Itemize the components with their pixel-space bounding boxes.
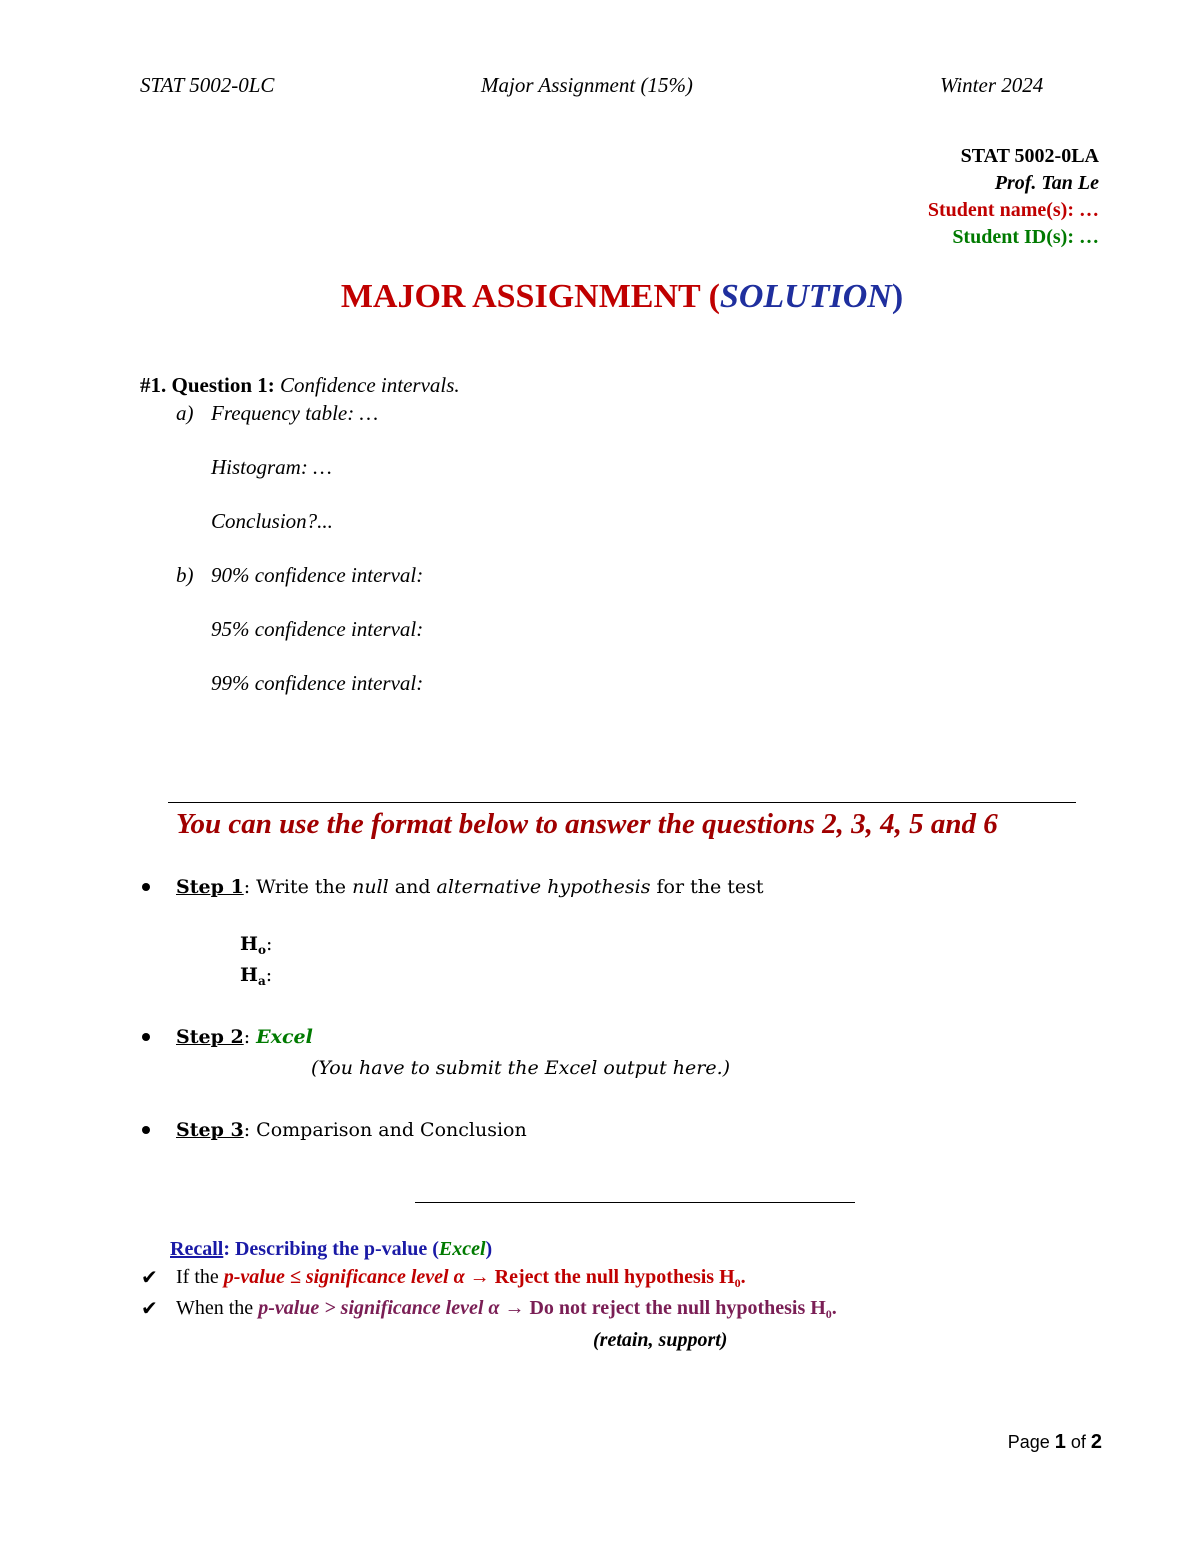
step-1-label: Step 1 <box>176 876 244 898</box>
rule-retain-subscript: 0 <box>825 1307 832 1321</box>
step-1-text: : Write the <box>243 876 353 898</box>
student-ids: Student ID(s): … <box>952 226 1099 248</box>
rule-reject-end: . <box>740 1266 746 1288</box>
recall-heading <box>170 1238 492 1261</box>
recall-text: : Describing the p-value ( <box>223 1238 439 1260</box>
rule-reject-condition: p-value ≤ significance level α <box>223 1266 465 1288</box>
checkmark-icon: ✔ <box>141 1296 158 1320</box>
step-3-label: Step 3 <box>176 1119 244 1141</box>
header-course-code: STAT 5002-0LC <box>140 73 275 97</box>
frequency-table-line: Frequency table: … <box>211 401 379 425</box>
recall-close: ) <box>485 1238 493 1260</box>
professor-name: Prof. Tan Le <box>994 172 1099 194</box>
ci-90-line: 90% confidence interval: <box>211 563 424 587</box>
part-b-marker: b) <box>176 563 194 587</box>
step-1-alternative: alternative hypothesis <box>436 876 651 898</box>
current-page: 1 <box>1054 1431 1066 1453</box>
h0-subscript: o <box>257 943 266 957</box>
rule-reject-result: → Reject the null hypothesis H <box>464 1266 735 1288</box>
of-word: of <box>1065 1432 1091 1452</box>
conclusion-line: Conclusion?... <box>211 509 333 533</box>
short-divider <box>415 1202 855 1203</box>
histogram-line: Histogram: … <box>211 455 332 479</box>
recall-rule-retain <box>176 1297 837 1320</box>
part-a-marker: a) <box>176 401 194 425</box>
bullet-icon <box>142 1126 150 1134</box>
retain-support-note: (retain, support) <box>593 1329 728 1351</box>
header-assignment-name: Major Assignment (15%) <box>481 73 693 97</box>
rule-reject-prefix: If the <box>176 1266 224 1288</box>
ha-letter: H <box>240 964 258 986</box>
step-2-note: (You have to submit the Excel output here.) <box>311 1057 731 1079</box>
step-2-separator: : <box>243 1026 257 1048</box>
ha-subscript: a <box>257 974 266 988</box>
page-word: Page <box>1007 1432 1055 1452</box>
rule-reject-subscript: 0 <box>734 1276 741 1290</box>
checkmark-icon: ✔ <box>141 1265 158 1289</box>
format-heading: You can use the format below to answer the questions 2, 3, 4, 5 and 6 <box>176 808 998 840</box>
step-3-line <box>176 1119 527 1141</box>
null-hypothesis-line <box>240 933 272 955</box>
bullet-icon <box>142 883 150 891</box>
rule-retain-end: . <box>831 1297 837 1319</box>
step-3-text: : Comparison and Conclusion <box>243 1119 527 1141</box>
h0-letter: H <box>240 933 258 955</box>
step-1-null: null <box>352 876 389 898</box>
recall-label: Recall <box>170 1238 224 1260</box>
student-names: Student name(s): … <box>927 199 1099 221</box>
rule-retain-condition: p-value > significance level α <box>258 1297 500 1319</box>
recall-rule-reject <box>176 1266 746 1289</box>
step-1-line <box>176 876 764 898</box>
course-section: STAT 5002-0LA <box>960 145 1099 167</box>
title-close: ) <box>891 278 904 315</box>
ha-colon: : <box>265 964 273 986</box>
page-title <box>0 278 1200 316</box>
rule-retain-prefix: When the <box>176 1297 259 1319</box>
header-term: Winter 2024 <box>940 73 1044 97</box>
question-1-number: #1. Question 1: <box>140 373 275 397</box>
ci-99-line: 99% confidence interval: <box>211 671 424 695</box>
step-1-and: and <box>388 876 437 898</box>
title-solution: SOLUTION <box>719 278 892 315</box>
section-divider <box>168 802 1076 803</box>
title-main: MAJOR ASSIGNMENT ( <box>340 278 720 315</box>
bullet-icon <box>142 1033 150 1041</box>
step-2-label: Step 2 <box>176 1026 244 1048</box>
page-number <box>1008 1431 1102 1454</box>
h0-colon: : <box>265 933 273 955</box>
ci-95-line: 95% confidence interval: <box>211 617 424 641</box>
question-1-heading <box>140 373 460 398</box>
recall-excel: Excel <box>438 1238 486 1260</box>
total-pages: 2 <box>1090 1431 1102 1453</box>
rule-retain-result: → Do not reject the null hypothesis H <box>499 1297 826 1319</box>
question-1-topic: Confidence intervals. <box>280 373 460 397</box>
alternative-hypothesis-line <box>240 964 272 986</box>
step-1-text-end: for the test <box>650 876 764 898</box>
step-2-excel: Excel <box>256 1026 313 1048</box>
step-2-line <box>176 1026 313 1048</box>
